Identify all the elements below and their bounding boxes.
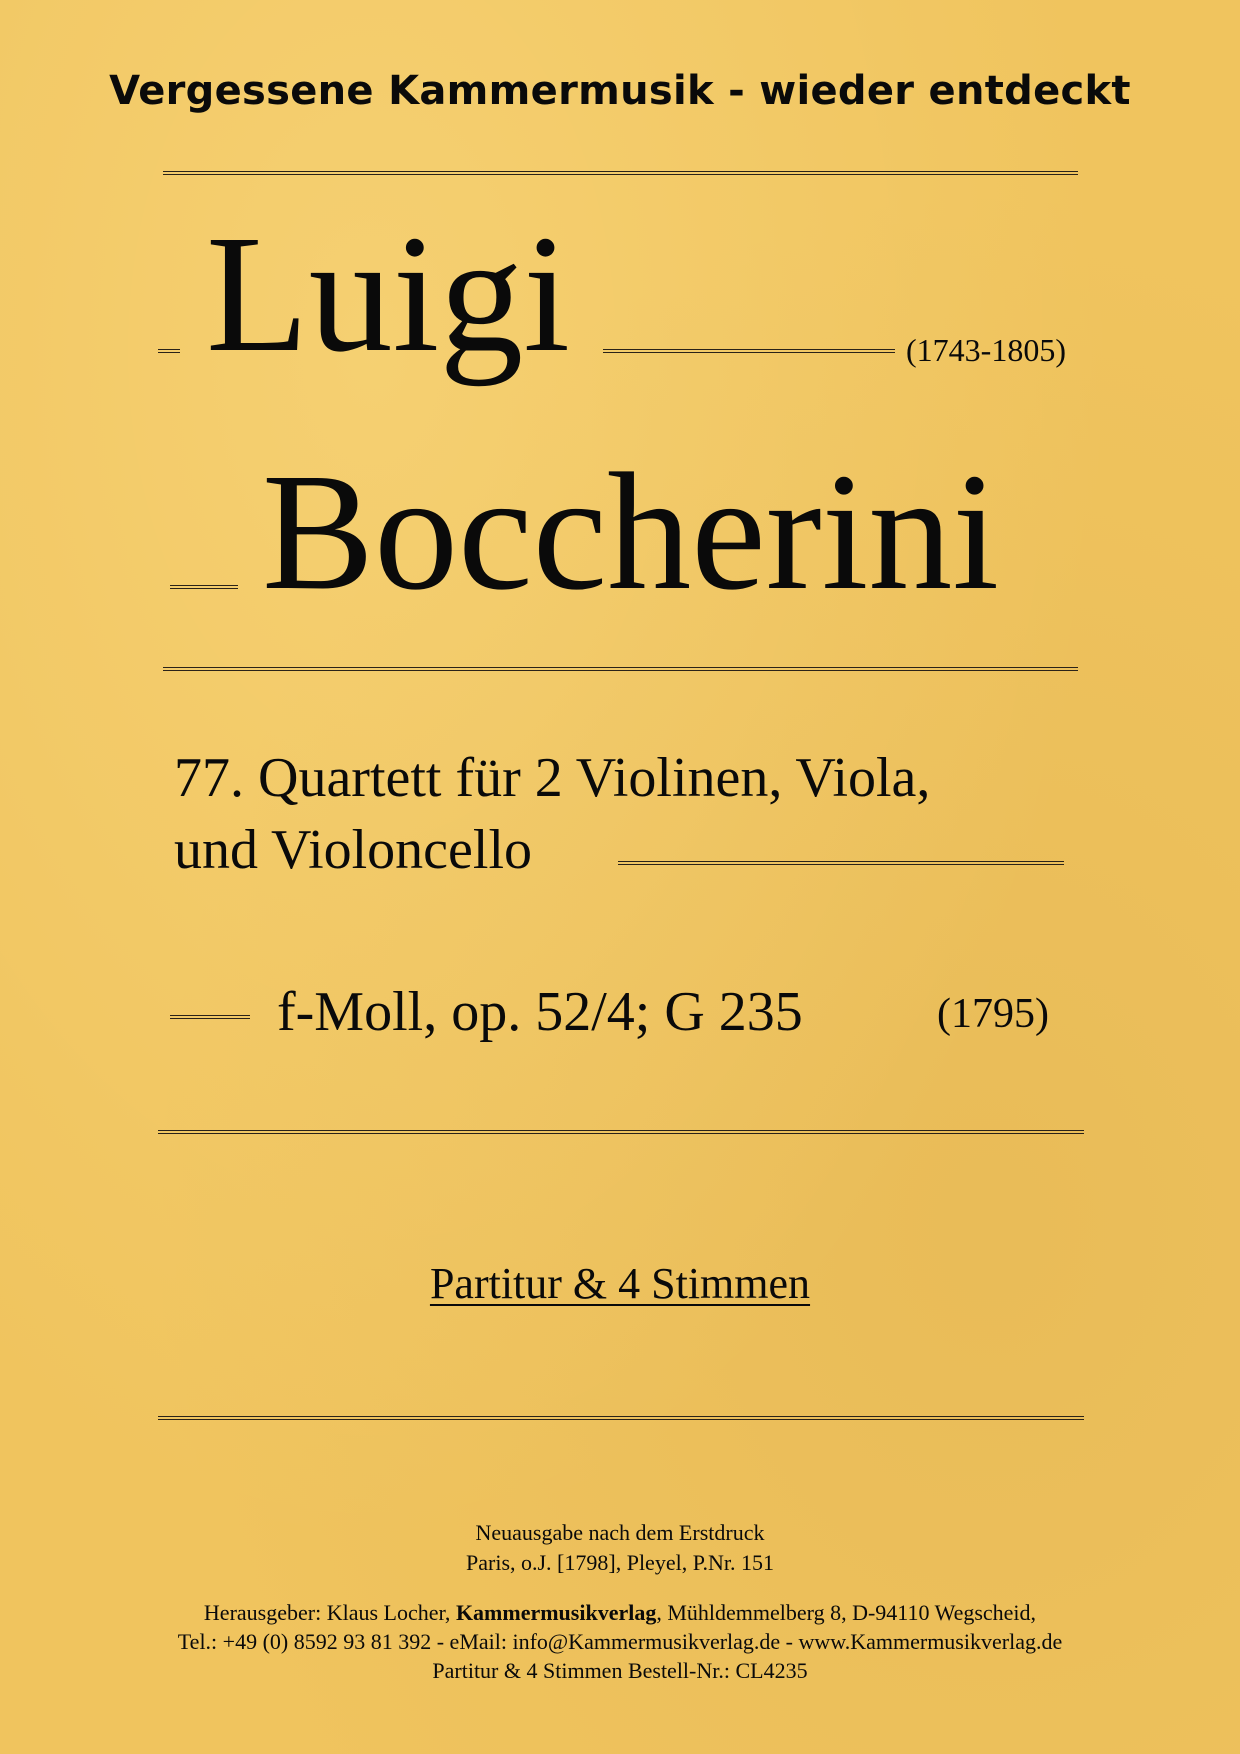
composer-first-name: Luigi <box>206 201 570 387</box>
composer-last-name: Boccherini <box>262 439 1000 625</box>
divider-rule <box>158 1130 1084 1134</box>
work-title-line-2: und Violoncello <box>174 819 533 881</box>
divider-rule-short <box>170 1015 250 1019</box>
divider-rule <box>163 171 1078 175</box>
imprint-editor-line <box>0 1598 1240 1627</box>
imprint-publisher: Kammermusikverlag <box>455 1600 657 1625</box>
divider-rule <box>163 667 1078 671</box>
composer-life-dates: (1743-1805) <box>906 332 1066 368</box>
imprint-order-number: Partitur & 4 Stimmen Bestell-Nr.: CL4235 <box>432 1658 808 1683</box>
divider-rule-short <box>170 585 238 589</box>
divider-rule <box>158 1416 1084 1420</box>
divider-rule-medium <box>618 861 1064 865</box>
series-title: Vergessene Kammermusik - wieder entdeckt <box>109 68 1131 114</box>
imprint-address: , Mühldemmelberg 8, D-94110 Wegscheid, <box>656 1600 1037 1625</box>
divider-rule-short <box>158 349 180 353</box>
work-title-line-1: 77. Quartett für 2 Violinen, Viola, <box>174 747 931 809</box>
source-line-2: Paris, o.J. [1798], Pleyel, P.Nr. 151 <box>466 1550 774 1575</box>
edition-type: Partitur & 4 Stimmen <box>429 1259 811 1308</box>
source-note <box>0 1518 1240 1578</box>
divider-rule-medium <box>603 349 895 353</box>
imprint-contact: Tel.: +49 (0) 8592 93 81 392 - eMail: info@Kammermusikverlag.de - www.Kammermusikverlag.de <box>177 1629 1063 1654</box>
imprint-editor: Herausgeber: Klaus Locher, <box>203 1600 456 1625</box>
work-year: (1795) <box>937 991 1049 1037</box>
work-key-catalog: f-Moll, op. 52/4; G 235 <box>277 981 803 1043</box>
source-line-1: Neuausgabe nach dem Erstdruck <box>475 1520 765 1545</box>
publisher-imprint <box>0 1598 1240 1685</box>
